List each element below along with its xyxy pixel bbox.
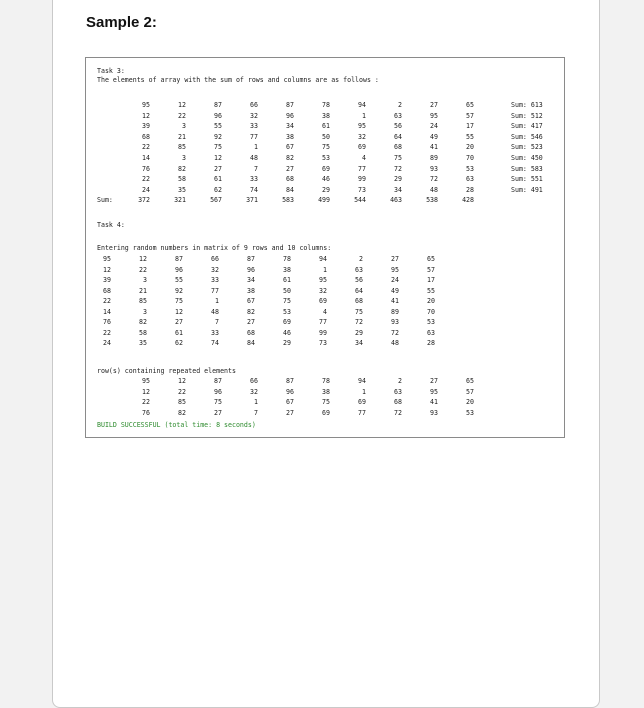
matrix-cell: 22 bbox=[103, 328, 111, 337]
repeated-row-cell: 27 bbox=[430, 377, 438, 385]
matrix-cell: 28 bbox=[466, 185, 474, 194]
matrix-cell: 73 bbox=[319, 339, 327, 347]
repeated-row-cell: 12 bbox=[178, 377, 186, 385]
matrix-cell: 61 bbox=[175, 328, 183, 337]
repeated-row-cell: 68 bbox=[394, 398, 402, 406]
matrix-cell: 65 bbox=[466, 101, 474, 109]
matrix-cell: 29 bbox=[322, 185, 330, 194]
matrix-cell: 66 bbox=[211, 255, 219, 263]
matrix-cell: 46 bbox=[322, 175, 330, 184]
matrix-cell: 87 bbox=[175, 255, 183, 263]
matrix-cell: 3 bbox=[143, 307, 147, 316]
matrix-cell: 67 bbox=[286, 143, 294, 152]
matrix-cell: 2 bbox=[359, 255, 363, 263]
column-sum: 463 bbox=[390, 196, 402, 205]
repeated-row-cell: 66 bbox=[250, 377, 258, 385]
matrix-cell: 89 bbox=[430, 154, 438, 162]
matrix-cell: 55 bbox=[427, 286, 435, 295]
repeated-row-cell: 69 bbox=[322, 408, 330, 417]
matrix-cell: 29 bbox=[283, 339, 291, 347]
matrix-cell: 77 bbox=[250, 132, 258, 141]
repeated-row-cell: 41 bbox=[430, 398, 438, 406]
matrix-cell: 39 bbox=[103, 276, 111, 284]
repeated-row-cell: 27 bbox=[214, 408, 222, 417]
matrix-cell: 41 bbox=[391, 297, 399, 305]
matrix-cell: 53 bbox=[322, 154, 330, 162]
matrix-cell: 68 bbox=[103, 286, 111, 295]
repeated-row-cell: 67 bbox=[286, 398, 294, 406]
matrix-cell: 63 bbox=[427, 328, 435, 337]
matrix-cell: 32 bbox=[358, 132, 366, 141]
row-sum: Sum: 491 bbox=[511, 185, 543, 194]
matrix-cell: 63 bbox=[466, 175, 474, 184]
repeated-row-cell: 12 bbox=[142, 387, 150, 396]
repeated-row-cell: 1 bbox=[254, 398, 258, 406]
matrix-cell: 3 bbox=[182, 154, 186, 162]
matrix-cell: 94 bbox=[319, 255, 327, 263]
matrix-cell: 55 bbox=[466, 132, 474, 141]
matrix-cell: 7 bbox=[215, 318, 219, 326]
matrix-cell: 61 bbox=[283, 276, 291, 284]
repeated-row-cell: 82 bbox=[178, 408, 186, 417]
matrix-cell: 65 bbox=[427, 255, 435, 263]
matrix-cell: 34 bbox=[394, 185, 402, 194]
matrix-cell: 78 bbox=[283, 255, 291, 263]
column-sum: 538 bbox=[426, 196, 438, 205]
matrix-cell: 35 bbox=[139, 339, 147, 347]
matrix-cell: 33 bbox=[211, 328, 219, 337]
matrix-cell: 82 bbox=[286, 154, 294, 162]
matrix-cell: 28 bbox=[427, 339, 435, 347]
matrix-cell: 69 bbox=[283, 318, 291, 326]
repeated-row-cell: 87 bbox=[286, 377, 294, 385]
matrix-cell: 96 bbox=[286, 111, 294, 120]
matrix-cell: 27 bbox=[286, 164, 294, 173]
matrix-cell: 99 bbox=[319, 328, 327, 337]
matrix-cell: 27 bbox=[391, 255, 399, 263]
matrix-cell: 29 bbox=[394, 175, 402, 184]
matrix-cell: 72 bbox=[391, 328, 399, 337]
matrix-cell: 4 bbox=[323, 307, 327, 316]
matrix-cell: 69 bbox=[319, 297, 327, 305]
matrix-cell: 87 bbox=[247, 255, 255, 263]
matrix-cell: 70 bbox=[466, 154, 474, 162]
build-status: BUILD SUCCESSFUL (total time: 8 seconds) bbox=[97, 421, 256, 429]
matrix-cell: 95 bbox=[319, 276, 327, 284]
repeated-row-cell: 78 bbox=[322, 377, 330, 385]
matrix-cell: 12 bbox=[175, 307, 183, 316]
matrix-cell: 95 bbox=[430, 111, 438, 120]
repeated-row-cell: 76 bbox=[142, 408, 150, 417]
matrix-cell: 96 bbox=[175, 265, 183, 274]
repeated-row-cell: 32 bbox=[250, 387, 258, 396]
sample-heading: Sample 2: bbox=[86, 14, 157, 31]
repeated-row-cell: 65 bbox=[466, 377, 474, 385]
matrix-cell: 75 bbox=[394, 154, 402, 162]
task4-description: Entering random numbers in matrix of 9 rows and 10 columns: bbox=[97, 244, 332, 252]
matrix-cell: 55 bbox=[214, 122, 222, 131]
matrix-cell: 33 bbox=[250, 175, 258, 184]
matrix-cell: 76 bbox=[142, 164, 150, 173]
column-sum: 499 bbox=[318, 196, 330, 205]
column-sum: 583 bbox=[282, 196, 294, 205]
matrix-cell: 22 bbox=[142, 175, 150, 184]
repeated-row-cell: 96 bbox=[214, 387, 222, 396]
repeated-row-cell: 96 bbox=[286, 387, 294, 396]
matrix-cell: 94 bbox=[358, 101, 366, 109]
repeated-row-cell: 22 bbox=[178, 387, 186, 396]
matrix-cell: 69 bbox=[322, 164, 330, 173]
matrix-cell: 55 bbox=[175, 276, 183, 284]
matrix-cell: 22 bbox=[178, 111, 186, 120]
matrix-cell: 38 bbox=[247, 286, 255, 295]
console-output bbox=[85, 57, 565, 438]
repeated-row-cell: 20 bbox=[466, 398, 474, 406]
matrix-cell: 1 bbox=[215, 297, 219, 305]
matrix-cell: 48 bbox=[250, 154, 258, 162]
matrix-cell: 56 bbox=[394, 122, 402, 131]
matrix-cell: 68 bbox=[394, 143, 402, 152]
matrix-cell: 49 bbox=[430, 132, 438, 141]
matrix-cell: 95 bbox=[391, 265, 399, 274]
matrix-cell: 14 bbox=[103, 307, 111, 316]
matrix-cell: 74 bbox=[211, 339, 219, 347]
matrix-cell: 82 bbox=[178, 164, 186, 173]
matrix-cell: 14 bbox=[142, 154, 150, 162]
matrix-cell: 84 bbox=[286, 185, 294, 194]
row-sum: Sum: 512 bbox=[511, 111, 543, 120]
matrix-cell: 63 bbox=[394, 111, 402, 120]
row-sum: Sum: 583 bbox=[511, 164, 543, 173]
column-sum: 372 bbox=[138, 196, 150, 205]
matrix-cell: 24 bbox=[430, 122, 438, 131]
matrix-cell: 21 bbox=[139, 286, 147, 295]
matrix-cell: 38 bbox=[322, 111, 330, 120]
matrix-cell: 62 bbox=[214, 185, 222, 194]
column-sum: 544 bbox=[354, 196, 366, 205]
matrix-cell: 73 bbox=[358, 185, 366, 194]
matrix-cell: 27 bbox=[214, 164, 222, 173]
matrix-cell: 99 bbox=[358, 175, 366, 184]
matrix-cell: 50 bbox=[322, 132, 330, 141]
matrix-cell: 82 bbox=[139, 318, 147, 326]
repeated-row-cell: 57 bbox=[466, 387, 474, 396]
repeated-row-cell: 63 bbox=[394, 387, 402, 396]
matrix-cell: 75 bbox=[283, 297, 291, 305]
row-sum: Sum: 450 bbox=[511, 154, 543, 162]
matrix-cell: 33 bbox=[250, 122, 258, 131]
repeated-row-cell: 53 bbox=[466, 408, 474, 417]
matrix-cell: 33 bbox=[211, 276, 219, 284]
matrix-cell: 49 bbox=[391, 286, 399, 295]
matrix-cell: 53 bbox=[427, 318, 435, 326]
matrix-cell: 4 bbox=[362, 154, 366, 162]
matrix-cell: 48 bbox=[430, 185, 438, 194]
matrix-cell: 22 bbox=[142, 143, 150, 152]
row-sum: Sum: 613 bbox=[511, 101, 543, 109]
matrix-cell: 75 bbox=[322, 143, 330, 152]
matrix-cell: 2 bbox=[398, 101, 402, 109]
matrix-cell: 21 bbox=[178, 132, 186, 141]
matrix-cell: 29 bbox=[355, 328, 363, 337]
column-sum: 567 bbox=[210, 196, 222, 205]
matrix-cell: 17 bbox=[427, 276, 435, 284]
matrix-cell: 32 bbox=[319, 286, 327, 295]
matrix-cell: 64 bbox=[355, 286, 363, 295]
matrix-cell: 48 bbox=[391, 339, 399, 347]
column-sum: 321 bbox=[174, 196, 186, 205]
matrix-cell: 63 bbox=[355, 265, 363, 274]
row-sum: Sum: 546 bbox=[511, 132, 543, 141]
matrix-cell: 67 bbox=[247, 297, 255, 305]
matrix-cell: 69 bbox=[358, 143, 366, 152]
matrix-cell: 46 bbox=[283, 328, 291, 337]
matrix-cell: 95 bbox=[358, 122, 366, 131]
repeated-label: row(s) containing repeated elements bbox=[97, 367, 236, 375]
matrix-cell: 89 bbox=[391, 307, 399, 316]
matrix-cell: 24 bbox=[391, 276, 399, 284]
repeated-row-cell: 93 bbox=[430, 408, 438, 417]
matrix-cell: 75 bbox=[214, 143, 222, 152]
matrix-cell: 78 bbox=[322, 101, 330, 109]
matrix-cell: 32 bbox=[211, 265, 219, 274]
matrix-cell: 53 bbox=[466, 164, 474, 173]
repeated-row-cell: 27 bbox=[286, 408, 294, 417]
matrix-cell: 72 bbox=[355, 318, 363, 326]
repeated-row-cell: 94 bbox=[358, 377, 366, 385]
repeated-row-cell: 72 bbox=[394, 408, 402, 417]
task3-description: The elements of array with the sum of rows and columns are as follows : bbox=[97, 76, 379, 84]
matrix-cell: 1 bbox=[362, 111, 366, 120]
matrix-cell: 75 bbox=[175, 297, 183, 305]
matrix-cell: 53 bbox=[283, 307, 291, 316]
matrix-cell: 39 bbox=[142, 122, 150, 131]
matrix-cell: 72 bbox=[394, 164, 402, 173]
matrix-cell: 24 bbox=[142, 185, 150, 194]
matrix-cell: 20 bbox=[466, 143, 474, 152]
column-sum: 428 bbox=[462, 196, 474, 205]
matrix-cell: 72 bbox=[430, 175, 438, 184]
matrix-cell: 92 bbox=[175, 286, 183, 295]
matrix-cell: 74 bbox=[250, 185, 258, 194]
matrix-cell: 68 bbox=[286, 175, 294, 184]
column-sum-label: Sum: bbox=[97, 196, 113, 205]
repeated-row-cell: 77 bbox=[358, 408, 366, 417]
matrix-cell: 96 bbox=[247, 265, 255, 274]
matrix-cell: 61 bbox=[322, 122, 330, 131]
matrix-cell: 41 bbox=[430, 143, 438, 152]
matrix-cell: 84 bbox=[247, 339, 255, 347]
repeated-row-cell: 85 bbox=[178, 398, 186, 406]
matrix-cell: 24 bbox=[103, 339, 111, 347]
repeated-row-cell: 95 bbox=[142, 377, 150, 385]
matrix-cell: 12 bbox=[214, 154, 222, 162]
repeated-row-cell: 95 bbox=[430, 387, 438, 396]
matrix-cell: 77 bbox=[211, 286, 219, 295]
repeated-row-cell: 7 bbox=[254, 408, 258, 417]
row-sum: Sum: 523 bbox=[511, 143, 543, 152]
matrix-cell: 62 bbox=[175, 339, 183, 347]
matrix-cell: 85 bbox=[178, 143, 186, 152]
matrix-cell: 66 bbox=[250, 101, 258, 109]
matrix-cell: 27 bbox=[247, 318, 255, 326]
repeated-row-cell: 69 bbox=[358, 398, 366, 406]
task4-label: Task 4: bbox=[97, 221, 125, 229]
matrix-cell: 93 bbox=[391, 318, 399, 326]
matrix-cell: 34 bbox=[286, 122, 294, 131]
matrix-cell: 68 bbox=[247, 328, 255, 337]
task3-label: Task 3: bbox=[97, 67, 125, 75]
repeated-row-cell: 1 bbox=[362, 387, 366, 396]
matrix-cell: 1 bbox=[323, 265, 327, 274]
matrix-cell: 77 bbox=[358, 164, 366, 173]
matrix-cell: 68 bbox=[355, 297, 363, 305]
matrix-cell: 12 bbox=[103, 265, 111, 274]
repeated-row-cell: 38 bbox=[322, 387, 330, 396]
matrix-cell: 27 bbox=[430, 101, 438, 109]
matrix-cell: 56 bbox=[355, 276, 363, 284]
matrix-cell: 1 bbox=[254, 143, 258, 152]
matrix-cell: 95 bbox=[142, 101, 150, 109]
repeated-row-cell: 87 bbox=[214, 377, 222, 385]
repeated-row-cell: 75 bbox=[214, 398, 222, 406]
matrix-cell: 85 bbox=[139, 297, 147, 305]
matrix-cell: 93 bbox=[430, 164, 438, 173]
matrix-cell: 22 bbox=[139, 265, 147, 274]
matrix-cell: 57 bbox=[427, 265, 435, 274]
matrix-cell: 3 bbox=[182, 122, 186, 131]
matrix-cell: 3 bbox=[143, 276, 147, 284]
repeated-row-cell: 2 bbox=[398, 377, 402, 385]
matrix-cell: 35 bbox=[178, 185, 186, 194]
row-sum: Sum: 551 bbox=[511, 175, 543, 184]
matrix-cell: 96 bbox=[214, 111, 222, 120]
matrix-cell: 58 bbox=[178, 175, 186, 184]
matrix-cell: 68 bbox=[142, 132, 150, 141]
matrix-cell: 61 bbox=[214, 175, 222, 184]
matrix-cell: 48 bbox=[211, 307, 219, 316]
repeated-row-cell: 22 bbox=[142, 398, 150, 406]
matrix-cell: 64 bbox=[394, 132, 402, 141]
matrix-cell: 34 bbox=[247, 276, 255, 284]
matrix-cell: 27 bbox=[175, 318, 183, 326]
matrix-cell: 87 bbox=[214, 101, 222, 109]
matrix-cell: 87 bbox=[286, 101, 294, 109]
matrix-cell: 95 bbox=[103, 255, 111, 263]
matrix-cell: 12 bbox=[178, 101, 186, 109]
matrix-cell: 70 bbox=[427, 307, 435, 316]
matrix-cell: 34 bbox=[355, 339, 363, 347]
matrix-cell: 77 bbox=[319, 318, 327, 326]
row-sum: Sum: 417 bbox=[511, 122, 543, 131]
matrix-cell: 75 bbox=[355, 307, 363, 316]
matrix-cell: 50 bbox=[283, 286, 291, 295]
repeated-row-cell: 75 bbox=[322, 398, 330, 406]
matrix-cell: 20 bbox=[427, 297, 435, 305]
matrix-cell: 12 bbox=[142, 111, 150, 120]
matrix-cell: 32 bbox=[250, 111, 258, 120]
column-sum: 371 bbox=[246, 196, 258, 205]
matrix-cell: 82 bbox=[247, 307, 255, 316]
matrix-cell: 76 bbox=[103, 318, 111, 326]
matrix-cell: 38 bbox=[283, 265, 291, 274]
matrix-cell: 22 bbox=[103, 297, 111, 305]
matrix-cell: 7 bbox=[254, 164, 258, 173]
matrix-cell: 92 bbox=[214, 132, 222, 141]
matrix-cell: 58 bbox=[139, 328, 147, 337]
matrix-cell: 17 bbox=[466, 122, 474, 131]
matrix-cell: 57 bbox=[466, 111, 474, 120]
matrix-cell: 38 bbox=[286, 132, 294, 141]
matrix-cell: 12 bbox=[139, 255, 147, 263]
